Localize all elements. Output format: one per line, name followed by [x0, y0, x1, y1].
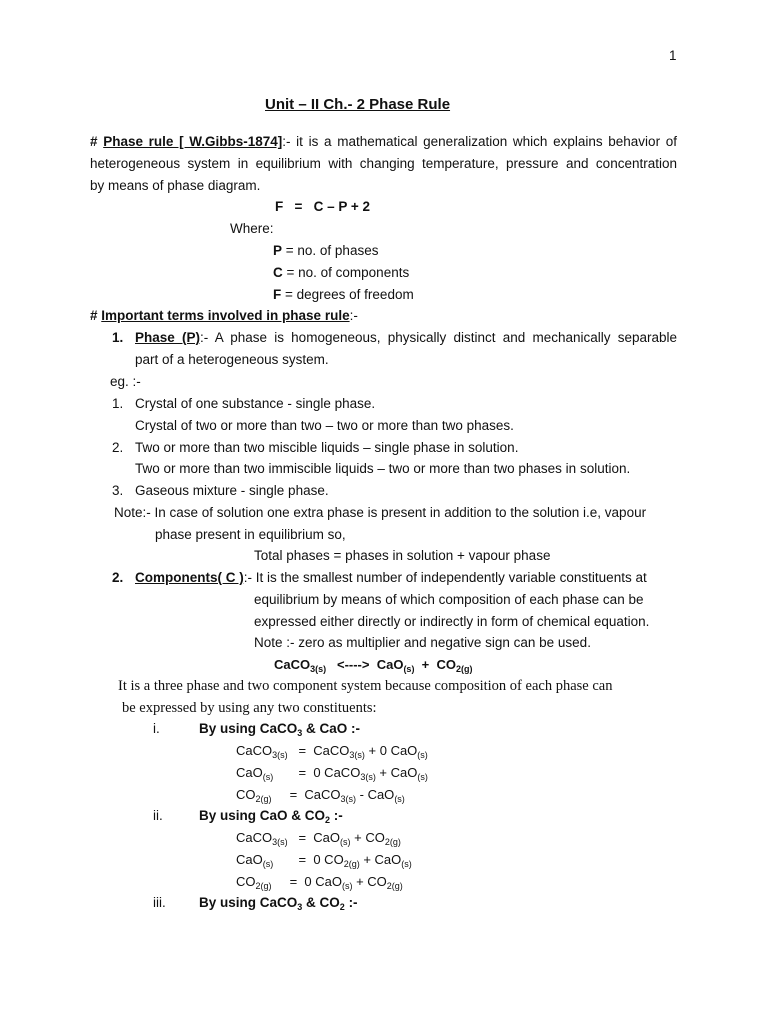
method-heading-text: By using CaCO — [199, 721, 298, 736]
formula-subscript: 2(g) — [455, 664, 473, 674]
important-terms-title: Important terms involved in phase rule — [101, 308, 350, 323]
composition-equation: CaO$_{(s)}$ = 0 $CO_{2(g)} + CaO_{(s)}$ — [236, 852, 412, 869]
method-heading-text: & CaO :- — [302, 721, 361, 736]
composition-equation: $CO_{2(g)}$ = CaCO$_{3(s)}$ - CaO$_{(s)}$ — [236, 787, 405, 804]
phase-rule-line-3: by means of phase diagram. — [90, 178, 261, 193]
example-text: Crystal of one substance - single phase. — [135, 396, 376, 411]
definition-text: = degrees of freedom — [281, 287, 414, 302]
page-number: 1 — [669, 48, 677, 63]
formula-subscript: 2 — [339, 902, 345, 912]
components-line-2: equilibrium by means of which composition of each phase can be — [254, 592, 644, 607]
formula-subscript: 2 — [325, 815, 331, 825]
components-number: 2. — [112, 570, 124, 585]
components-label: Components( C ) — [135, 570, 244, 585]
example-text: Crystal of two or more than two – two or more than two phases. — [135, 418, 514, 433]
phase-definition-text: :- A phase is homogeneous, physically distinct and mechanically separable — [200, 330, 677, 345]
composition-equation: $CO_{2(g)}$ = 0 $CaO_{(s)} + CO_{2(g)}$ — [236, 874, 403, 891]
example-text: Gaseous mixture - single phase. — [135, 483, 329, 498]
method-heading-text: & CO — [302, 895, 340, 910]
important-terms-suffix: :- — [349, 308, 358, 323]
formula-part: CaO — [376, 657, 404, 672]
method-number: ii. — [153, 808, 163, 823]
formula-subscript: (s) — [403, 664, 415, 674]
composition-equation: CaO$_{(s)}$ = 0 CaCO$_{3(s)}$ + CaO$_{(s)}$ — [236, 765, 428, 782]
components-text: :- It is the smallest number of independently variable constituents at — [243, 570, 647, 585]
example-text: Two or more than two immiscible liquids – two or more than two phases in solution. — [135, 461, 631, 476]
explanation-line-1: It is a three phase and two component system because composition of each phase can — [118, 678, 613, 694]
definition-symbol: C — [273, 265, 283, 280]
note-line-3: Total phases = phases in solution + vapour phase — [254, 548, 551, 563]
method-heading — [199, 721, 360, 737]
method-heading-text: By using CaO & CO — [199, 808, 326, 823]
formula-part: CaCO — [274, 657, 311, 672]
method-number: iii. — [153, 895, 166, 910]
where-label: Where: — [230, 221, 274, 236]
explanation-line-2: be expressed by using any two constituents: — [122, 700, 377, 716]
definition-c — [273, 265, 409, 281]
hash-marker: # — [90, 308, 102, 323]
eg-label: eg. :- — [110, 374, 141, 389]
method-heading-text: By using CaCO — [199, 895, 298, 910]
phase-label: Phase (P) — [135, 330, 200, 345]
example-number: 2. — [112, 440, 124, 455]
phase-rule-line-2: heterogeneous system in equilibrium with changing temperature, pressure and concentration — [90, 156, 677, 171]
formula-subscript: 3(s) — [310, 664, 327, 674]
reaction-arrow: <----> — [326, 657, 377, 672]
definition-text: = no. of phases — [282, 243, 379, 258]
formula-subscript: 3 — [297, 728, 303, 738]
example-number: 3. — [112, 483, 124, 498]
note-line-2: phase present in equilibrium so, — [155, 527, 346, 542]
definition-text: = no. of components — [282, 265, 410, 280]
phase-definition-line-1 — [135, 330, 677, 346]
formula-subscript: 3 — [297, 902, 303, 912]
example-text: Two or more than two miscible liquids – single phase in solution. — [135, 440, 519, 455]
page-title — [265, 96, 450, 114]
phase-rule-heading: Phase rule [ W.Gibbs-1874] — [103, 134, 283, 149]
components-line-4: Note :- zero as multiplier and negative sign can be used. — [254, 635, 591, 650]
reaction-equation — [274, 657, 472, 673]
method-heading — [199, 895, 358, 911]
method-heading — [199, 808, 343, 824]
definition-symbol: F — [273, 287, 282, 302]
composition-equation: CaCO$_{3(s)}$ = CaCO$_{3(s)}$ + 0 CaO$_{(s)}$ — [236, 743, 428, 760]
method-heading-text: :- — [330, 808, 343, 823]
method-heading-text: :- — [344, 895, 358, 910]
method-number: i. — [153, 721, 160, 736]
components-line-3: expressed either directly or indirectly in form of chemical equation. — [254, 614, 650, 629]
example-number: 1. — [112, 396, 124, 411]
note-line-1: Note:- In case of solution one extra phase is present in addition to the solution i.e, vapour — [114, 505, 647, 520]
hash-marker: # — [90, 134, 104, 149]
formula-part: CO — [436, 657, 456, 672]
components-line-1 — [135, 570, 647, 586]
phase-number: 1. — [112, 330, 124, 345]
phase-rule-formula: F = C – P + 2 — [275, 199, 371, 214]
formula-part: + — [414, 657, 437, 672]
definition-p — [273, 243, 378, 259]
page-title-text: Unit – II Ch.- 2 Phase Rule — [265, 96, 451, 113]
phase-definition-line-2: part of a heterogeneous system. — [135, 352, 329, 367]
definition-symbol: P — [273, 243, 283, 258]
composition-equation: CaCO$_{3(s)}$ = $CaO_{(s)} + CO_{2(g)}$ — [236, 830, 401, 847]
phase-rule-line-1 — [90, 134, 677, 150]
phase-rule-text: :- it is a mathematical generalization which explains behavior of — [282, 134, 677, 149]
important-terms-heading — [90, 308, 358, 324]
definition-f — [273, 287, 414, 303]
